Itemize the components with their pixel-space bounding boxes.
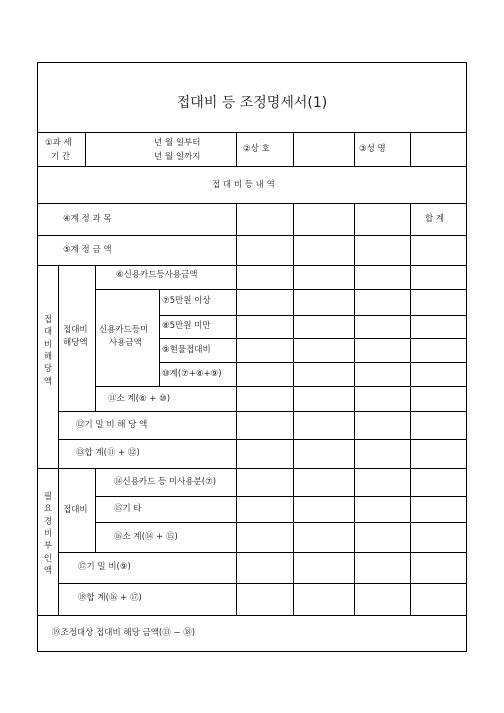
subtotal-label: ⑪소 계(⑥ + ⑩) xyxy=(108,394,171,404)
account-label: ④계 정 과 목 xyxy=(63,214,112,224)
rule xyxy=(354,203,355,615)
form-frame xyxy=(37,62,467,652)
rule xyxy=(95,468,96,552)
cash-label: ⑨현물접대비 xyxy=(162,345,211,355)
card-group-label: 신용카드등미 xyxy=(99,325,149,335)
subtotal2-label: ⑯소 계(⑭ + ⑮) xyxy=(114,532,178,542)
vertical-char: 해 xyxy=(43,351,53,362)
card-amount-label: ⑥신용카드등사용금액 xyxy=(116,270,198,280)
vertical-char: 비 xyxy=(43,528,53,539)
rule xyxy=(58,468,59,615)
rule xyxy=(293,203,294,615)
card-subtotal-label: ⑩계(⑦+⑧+⑨) xyxy=(162,369,222,379)
rule xyxy=(38,265,466,266)
rule xyxy=(410,203,411,615)
rule xyxy=(236,132,237,166)
total-applicable-label: ⑬합 계(⑪ + ⑫) xyxy=(76,448,140,458)
company-label: ②상 호 xyxy=(243,144,270,154)
vertical-char: 대 xyxy=(43,327,53,338)
card-unused-label: ⑭신용카드 등 미사용분(⑦) xyxy=(114,477,217,487)
total2-label: ⑱합 계(⑯ + ⑰) xyxy=(78,593,142,603)
rule xyxy=(354,132,355,166)
rule xyxy=(58,411,466,412)
vertical-char: 액 xyxy=(43,376,53,387)
total-header: 합 계 xyxy=(425,214,445,224)
period-label: ①과 세 xyxy=(45,138,72,148)
rule xyxy=(38,203,466,204)
applicable-inner-label: 해당액 xyxy=(63,338,88,348)
section-title: 접 대 비 등 내 역 xyxy=(212,180,275,190)
vertical-char: 부 xyxy=(43,541,53,552)
vertical-char: 요 xyxy=(43,504,53,515)
rule xyxy=(58,583,466,584)
nondeductible-vertical-label xyxy=(42,491,54,577)
rule xyxy=(38,166,466,167)
vertical-char: 경 xyxy=(43,516,53,527)
applicable-inner-label: 접대비 xyxy=(63,325,88,335)
rule xyxy=(95,265,96,411)
under-50k-label: ⑧5만원 미만 xyxy=(162,321,211,331)
vertical-char: 액 xyxy=(43,565,53,576)
rule xyxy=(159,315,466,316)
rule xyxy=(58,552,466,553)
period-from: 년 월 일부터 xyxy=(154,138,201,148)
secret-label: ⑰기 밀 비(⑨) xyxy=(78,562,131,572)
period-to: 년 월 일까지 xyxy=(154,152,201,162)
rule xyxy=(159,289,160,386)
rule xyxy=(159,338,466,339)
nondeductible-inner-label: 접대비 xyxy=(63,505,88,515)
card-group-label: 사용금액 xyxy=(109,338,142,348)
vertical-char: 비 xyxy=(43,339,53,350)
rule xyxy=(58,439,466,440)
vertical-char: 필 xyxy=(43,492,53,502)
other-label: ⑮기 타 xyxy=(114,504,142,514)
vertical-char: 접 xyxy=(43,315,53,325)
rule xyxy=(38,235,466,236)
rule xyxy=(236,203,237,615)
rule xyxy=(38,468,466,469)
vertical-char: 당 xyxy=(43,364,53,375)
vertical-char: 인 xyxy=(43,553,53,564)
adjusted-label: ⑲조정대상 접대비 해당 금액(⑬ − ⑱) xyxy=(52,628,196,638)
period-label: 기 간 xyxy=(51,152,71,162)
applicable-vertical-label xyxy=(42,314,54,388)
rule xyxy=(38,615,466,616)
over-50k-label: ⑦5만원 이상 xyxy=(162,296,211,306)
rule xyxy=(38,132,466,133)
amount-label: ⑤계 정 금 액 xyxy=(63,245,112,255)
other-applicable-label: ⑫기 밀 비 해 당 액 xyxy=(76,420,148,430)
rule xyxy=(293,132,294,166)
rule xyxy=(58,265,59,468)
name-label: ③성 명 xyxy=(359,144,386,154)
rule xyxy=(410,132,411,166)
rule xyxy=(85,132,86,166)
rule xyxy=(159,362,466,363)
form-title: 접대비 등 조정명세서(1) xyxy=(176,95,328,111)
